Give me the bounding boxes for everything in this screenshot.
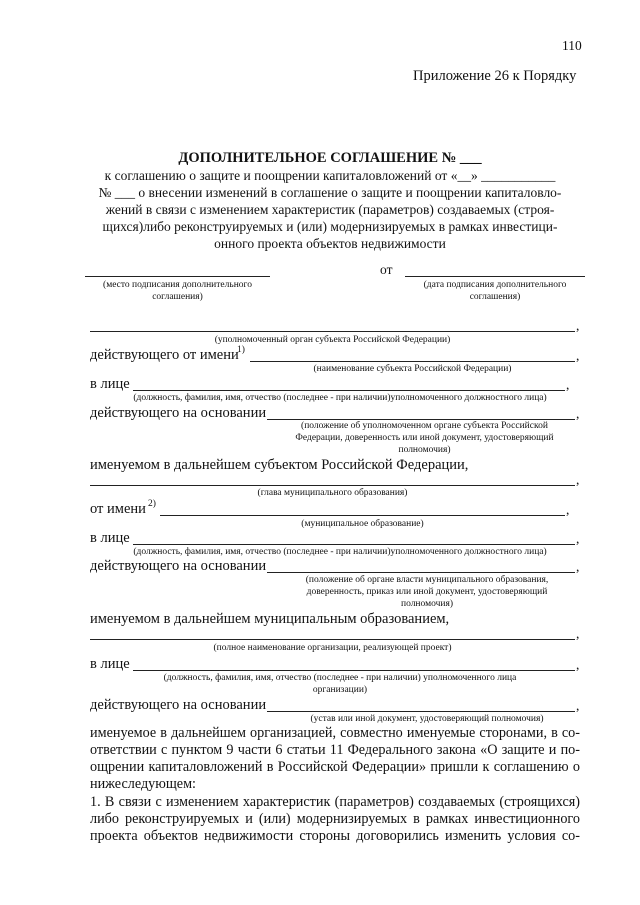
body-line: 1. В связи с изменением характеристик (параметров) создаваемых (строящихся)	[90, 794, 580, 810]
organ-hint: (уполномоченный орган субъекта Российской Федерации)	[214, 335, 451, 345]
organ-line	[90, 331, 575, 332]
basis-label: действующего на основании	[90, 405, 267, 421]
subtitle-line-2: № ___ о внесении изменений в соглашение о защите и поощрении капиталовло-	[98, 185, 562, 200]
person-line	[133, 544, 575, 545]
basis-label: действующего на основании	[90, 558, 267, 574]
comma: ,	[566, 377, 570, 392]
page-number: 110	[562, 38, 582, 53]
date-hint-1: (дата подписания дополнительного	[423, 280, 567, 290]
person-hint: (должность, фамилия, имя, отчество (последнее - при наличии)уполномоченного должностного лица)	[133, 393, 547, 403]
head-line	[90, 485, 575, 486]
basis-hint-2: Федерации, доверенность или иной документ, удостоверяющий	[295, 433, 554, 443]
body-line: либо реконструируемых и (или) модернизируемых в рамках инвестиционного	[90, 811, 580, 827]
basis-hint-3: полномочия)	[400, 599, 453, 609]
comma: ,	[576, 698, 580, 713]
person-hint-1: (должность, фамилия, имя, отчество (последнее - при наличии) уполномоченного лица	[163, 673, 517, 683]
place-hint-2: соглашения)	[152, 292, 203, 302]
basis-hint-2: доверенность, приказ или иной документ, удостоверяющий	[306, 587, 548, 597]
comma: ,	[576, 559, 580, 574]
person-hint: (должность, фамилия, имя, отчество (последнее - при наличии)уполномоченного должностного лица)	[133, 547, 547, 557]
body-paragraph-2	[90, 794, 580, 845]
body-line: нижеследующем:	[90, 776, 196, 792]
date-hint-2: соглашения)	[469, 292, 521, 302]
mo-hint: (муниципальное образование)	[301, 519, 424, 529]
body-line: проекта объектов недвижимости стороны договорились изменить условия со-	[90, 828, 580, 844]
on-behalf-label: от имени	[90, 501, 146, 517]
mo-line	[160, 515, 565, 516]
basis-label: действующего на основании	[90, 697, 267, 713]
document-title: ДОПОЛНИТЕЛЬНОЕ СОГЛАШЕНИЕ № ___	[178, 150, 482, 166]
basis-line	[267, 572, 575, 573]
subtitle-line-3: жений в связи с изменением характеристик (параметров) создаваемых (строя-	[105, 202, 555, 217]
comma: ,	[566, 502, 570, 517]
basis-hint-1: (положение об органе власти муниципального образования,	[305, 575, 549, 585]
footnote-1: 1)	[237, 345, 245, 355]
person-label: в лице	[90, 530, 130, 546]
subtitle-line-4: щихся)либо реконструируемых и (или) модернизируемых в рамках инвестици-	[102, 219, 558, 234]
footnote-2: 2)	[148, 499, 156, 509]
body-line: именуемое в дальнейшем организацией, совместно именуемые сторонами, в со-	[90, 725, 580, 741]
person-hint-2: организации)	[312, 685, 368, 695]
body-line: ощрении капиталовложений в Российской Федерации» пришли к соглашению о	[90, 759, 580, 775]
comma: ,	[576, 406, 580, 421]
basis-line	[267, 419, 575, 420]
person-line	[133, 390, 565, 391]
comma: ,	[576, 318, 580, 333]
subject-line	[250, 361, 575, 362]
named-as-subject: именуемом в дальнейшем субъектом Российской Федерации,	[90, 457, 469, 473]
comma: ,	[576, 531, 580, 546]
person-label: в лице	[90, 656, 130, 672]
place-hint-1: (место подписания дополнительного	[103, 280, 252, 290]
comma: ,	[576, 348, 580, 363]
date-from-label: от	[380, 262, 393, 277]
body-line: ответствии с пунктом 9 части 6 статьи 11 Федерального закона «О защите и по-	[90, 742, 580, 758]
place-line	[85, 276, 270, 277]
subtitle-line-1: к соглашению о защите и поощрении капиталовложений от «__» ___________	[104, 168, 556, 183]
basis-hint-1: (положение об уполномоченном органе субъекта Российской	[301, 421, 548, 431]
comma: ,	[576, 472, 580, 487]
acting-on-behalf-label: действующего от имени	[90, 347, 239, 363]
basis-hint: (устав или иной документ, удостоверяющий полномочия)	[310, 714, 544, 724]
org-line	[90, 639, 575, 640]
body-paragraph-1	[90, 725, 580, 793]
subtitle-line-5: онного проекта объектов недвижимости	[214, 236, 446, 251]
date-line	[405, 276, 585, 277]
named-as-mo: именуемом в дальнейшем муниципальным образованием,	[90, 611, 450, 627]
basis-line	[267, 711, 575, 712]
org-hint: (полное наименование организации, реализующей проект)	[213, 643, 452, 653]
person-label: в лице	[90, 376, 130, 392]
head-hint: (глава муниципального образования)	[257, 488, 408, 498]
subject-hint: (наименование субъекта Российской Федерации)	[313, 364, 512, 374]
appendix-reference: Приложение 26 к Порядку	[413, 68, 577, 84]
person-line	[133, 670, 575, 671]
comma: ,	[576, 657, 580, 672]
basis-hint-3: полномочия)	[398, 445, 451, 455]
comma: ,	[576, 626, 580, 641]
